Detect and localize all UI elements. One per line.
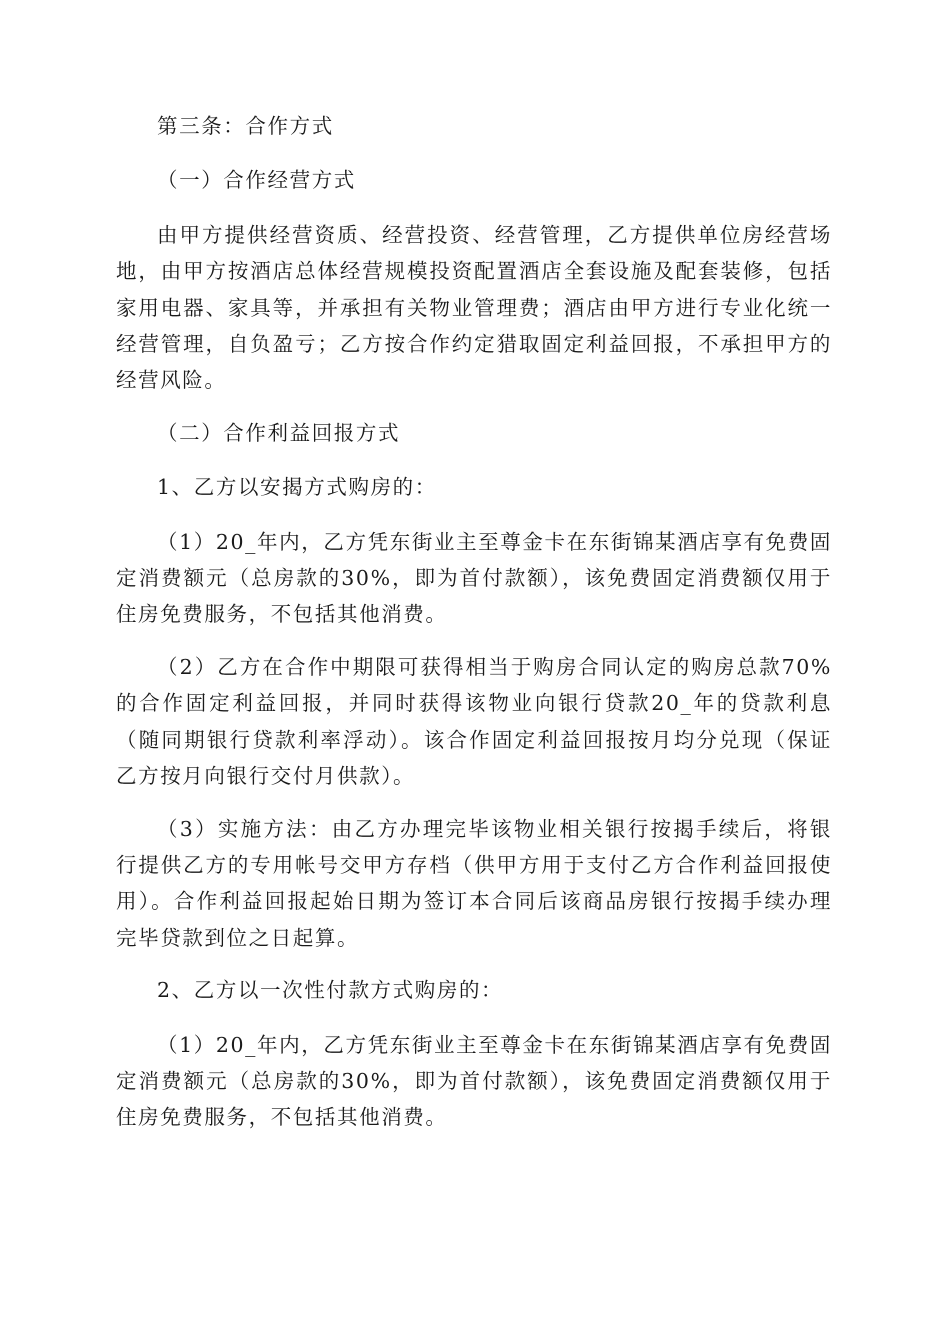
section-heading-return-mode: （二）合作利益回报方式	[157, 420, 401, 445]
subsection-heading-lump-sum: 2、乙方以一次性付款方式购房的：	[157, 978, 504, 1003]
list-item-paragraph: （1）20_年内，乙方凭东街业主至尊金卡在东街锦某酒店享有免费固定消费额元（总房款的30%，即为首付款额），该免费固定消费额仅用于住房免费服务，不包括其他消费。	[116, 1032, 832, 1130]
section-heading-cooperation-mode: （一）合作经营方式	[157, 168, 356, 193]
subsection-heading-mortgage: 1、乙方以安揭方式购房的：	[157, 475, 437, 500]
document-page	[116, 108, 832, 1152]
list-item-paragraph: （2）乙方在合作中期限可获得相当于购房合同认定的购房总款70%的合作固定利益回报，并同时获得该物业向银行贷款20_年的贷款利息（随同期银行贷款利率浮动）。该合作固定利益回报按月均分兑现（保证乙方按月向银行交付月供款）。	[116, 654, 832, 789]
list-item-paragraph: （3）实施方法：由乙方办理完毕该物业相关银行按揭手续后，将银行提供乙方的专用帐号交甲方存档（供甲方用于支付乙方合作利益回报使用）。合作利益回报起始日期为签订本合同后该商品房银行按揭手续办理完毕贷款到位之日起算。	[116, 816, 832, 950]
list-item-paragraph: （1）20_年内，乙方凭东街业主至尊金卡在东街锦某酒店享有免费固定消费额元（总房款的30%，即为首付款额），该免费固定消费额仅用于住房免费服务，不包括其他消费。	[116, 529, 832, 627]
body-paragraph: 由甲方提供经营资质、经营投资、经营管理，乙方提供单位房经营场地，由甲方按酒店总体经营规模投资配置酒店全套设施及配套装修，包括家用电器、家具等，并承担有关物业管理费；酒店由甲方进行专业化统一经营管理，自负盈亏；乙方按合作约定猎取固定利益回报，不承担甲方的经营风险。	[116, 222, 832, 393]
article-heading: 第三条：合作方式	[157, 114, 334, 138]
